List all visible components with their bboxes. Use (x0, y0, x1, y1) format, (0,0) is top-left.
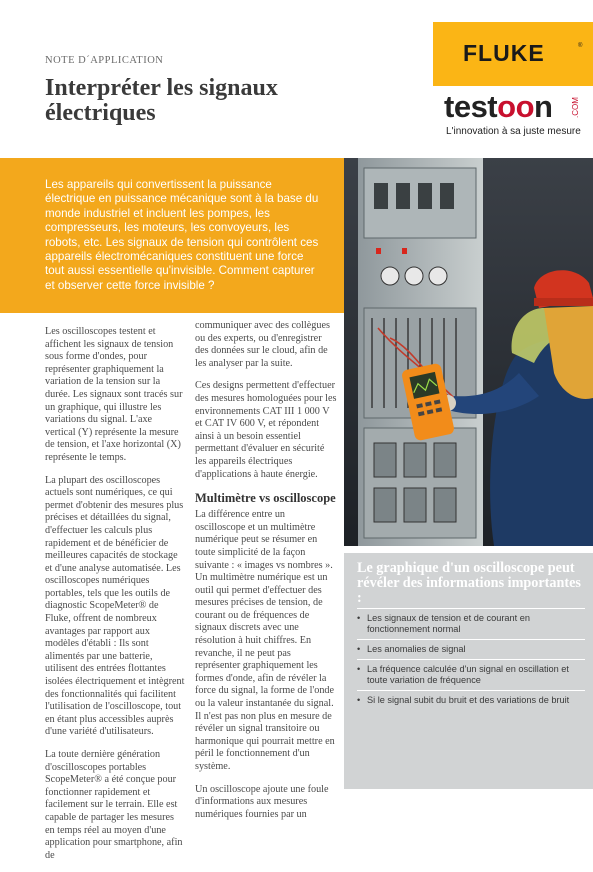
column2-paragraph: Ces designs permettent d'effectuer des mesures homologuées pour les environnements CAT III 1 000 V et CAT IV 600 V, et répondent ainsi à un besoin essentiel permettant d'évaluer en sécurité les appareils électriques d'applications à haute énergie. (195, 380, 337, 480)
fluke-wordmark: FLUKE (463, 40, 545, 66)
testoon-wordmark-part1: test (444, 89, 498, 124)
sidebar-item-text: La fréquence calculée d'un signal en oscillation et toute variation de fréquence (367, 664, 569, 685)
column2-paragraph: La différence entre un oscilloscope et un multimètre numérique peut se résumer en toute simplicité de la façon suivante : « images vs nombres ». Un multimètre numérique est un outil qui permet d'effectuer des mesures précises de tension, de courant ou de fréquences de signaux discrets avec une résolution à huit chiffres. En revanche, il ne peut pas représenter graphiquement les formes d'onde, afin de révéler la force du signal, la forme de l'onde ou la valeur instantanée du signal. Il n'est pas non plus en mesure de révéler un signal transitoire ou harmonique qui pourrait mettre en péril le fonctionnement d'un système. (195, 509, 335, 772)
sidebar-list-item (357, 690, 585, 710)
sidebar-box (344, 553, 593, 789)
sidebar-list-item (357, 639, 585, 659)
sidebar-list-item (357, 608, 585, 639)
testoon-com: .COM (571, 97, 580, 118)
technician-photo-image (344, 158, 593, 546)
column2-paragraph: Un oscilloscope ajoute une foule d'informations aux mesures numériques fournies par un (195, 783, 329, 820)
technician-photo (344, 158, 593, 546)
bullet-icon: • (357, 695, 361, 705)
sidebar-item-text: Si le signal subit du bruit et des variations de bruit (367, 695, 570, 705)
sidebar-title: Le graphique d'un oscilloscope peut révéler des informations importantes : (357, 560, 581, 606)
bullet-icon: • (357, 644, 361, 654)
column1-paragraph: La toute dernière génération d'oscilloscopes portables ScopeMeter® a été conçue pour fonctionner rapidement et facilement sur le terrain. Elle est capable de partager les mesures en temps réel au moyen d'une application pour smartphone, afin de (45, 749, 183, 861)
section-heading: Multimètre vs oscilloscope (195, 491, 336, 506)
column1-paragraph: Les oscilloscopes testent et affichent les signaux de tension sous forme d'ondes, pour représenter graphiquement la variation de la tension sur la durée. Les signaux sont tracés sur un graphique, qui illustre les variations du signal. L'axe vertical (Y) représente la mesure de tension, et l'axe horizontal (X) représente le temps. (45, 326, 183, 463)
note-label: NOTE D´APPLICATION (45, 55, 164, 66)
page-title: Interpréter les signaux électriques (45, 75, 278, 126)
bullet-icon: • (357, 613, 361, 623)
fluke-registered-mark: ® (578, 43, 583, 49)
testoon-wordmark (444, 90, 552, 124)
sidebar-item-text: Les signaux de tension et de courant en fonctionnement normal (367, 613, 530, 634)
sidebar-list-item (357, 659, 585, 690)
intro-box (0, 158, 344, 313)
testoon-tagline: L'innovation à sa juste mesure (446, 126, 581, 137)
electrical-cabinet-icon (358, 158, 483, 546)
sidebar-item-text: Les anomalies de signal (367, 644, 466, 654)
intro-text: Les appareils qui convertissent la puissance électrique en puissance mécanique sont à la base du monde industriel et incluent les pompes, les compresseurs, les moteurs, les convoyeurs, les robots, etc. Les signaux de tension qui contrôlent ces appareils électromécaniques constituent une force tout aussi essentielle qu'invisible. Comment capturer et observer cette force invisible ? (45, 178, 319, 292)
body-column-1 (45, 326, 185, 872)
body-column-2 (195, 320, 337, 831)
bullet-icon: • (357, 664, 361, 674)
column1-paragraph: La plupart des oscilloscopes actuels sont numériques, ce qui permet d'obtenir des mesures plus précises et détaillées du signal, d'effectuer les calculs plus rapidement et de bénéficier de meilleures capacités de stockage et d'une analyse automatisée. Les oscilloscopes numériques portables, tels que les outils de diagnostic ScopeMeter® de Fluke, offrent de nombreux avantages par rapport aux modèles d'établi : Ils sont alimentés par une batterie, utilisent des entrées flottantes isolées électriquement et intègrent des fonctionnalités qui facilitent l'utilisation de l'oscilloscope, tout en étant plus accessibles auprès d'une variété d'utilisateurs. (45, 474, 185, 738)
testoon-wordmark-part2: n (534, 89, 553, 124)
testoon-logo (444, 90, 584, 138)
fluke-logo (433, 22, 593, 86)
sidebar-list (357, 608, 585, 710)
testoon-wordmark-oo: oo (497, 89, 535, 124)
column2-paragraph: communiquer avec des collègues ou des experts, ou d'enregistrer des données sur le cloud, afin de les analyser par la suite. (195, 320, 330, 369)
